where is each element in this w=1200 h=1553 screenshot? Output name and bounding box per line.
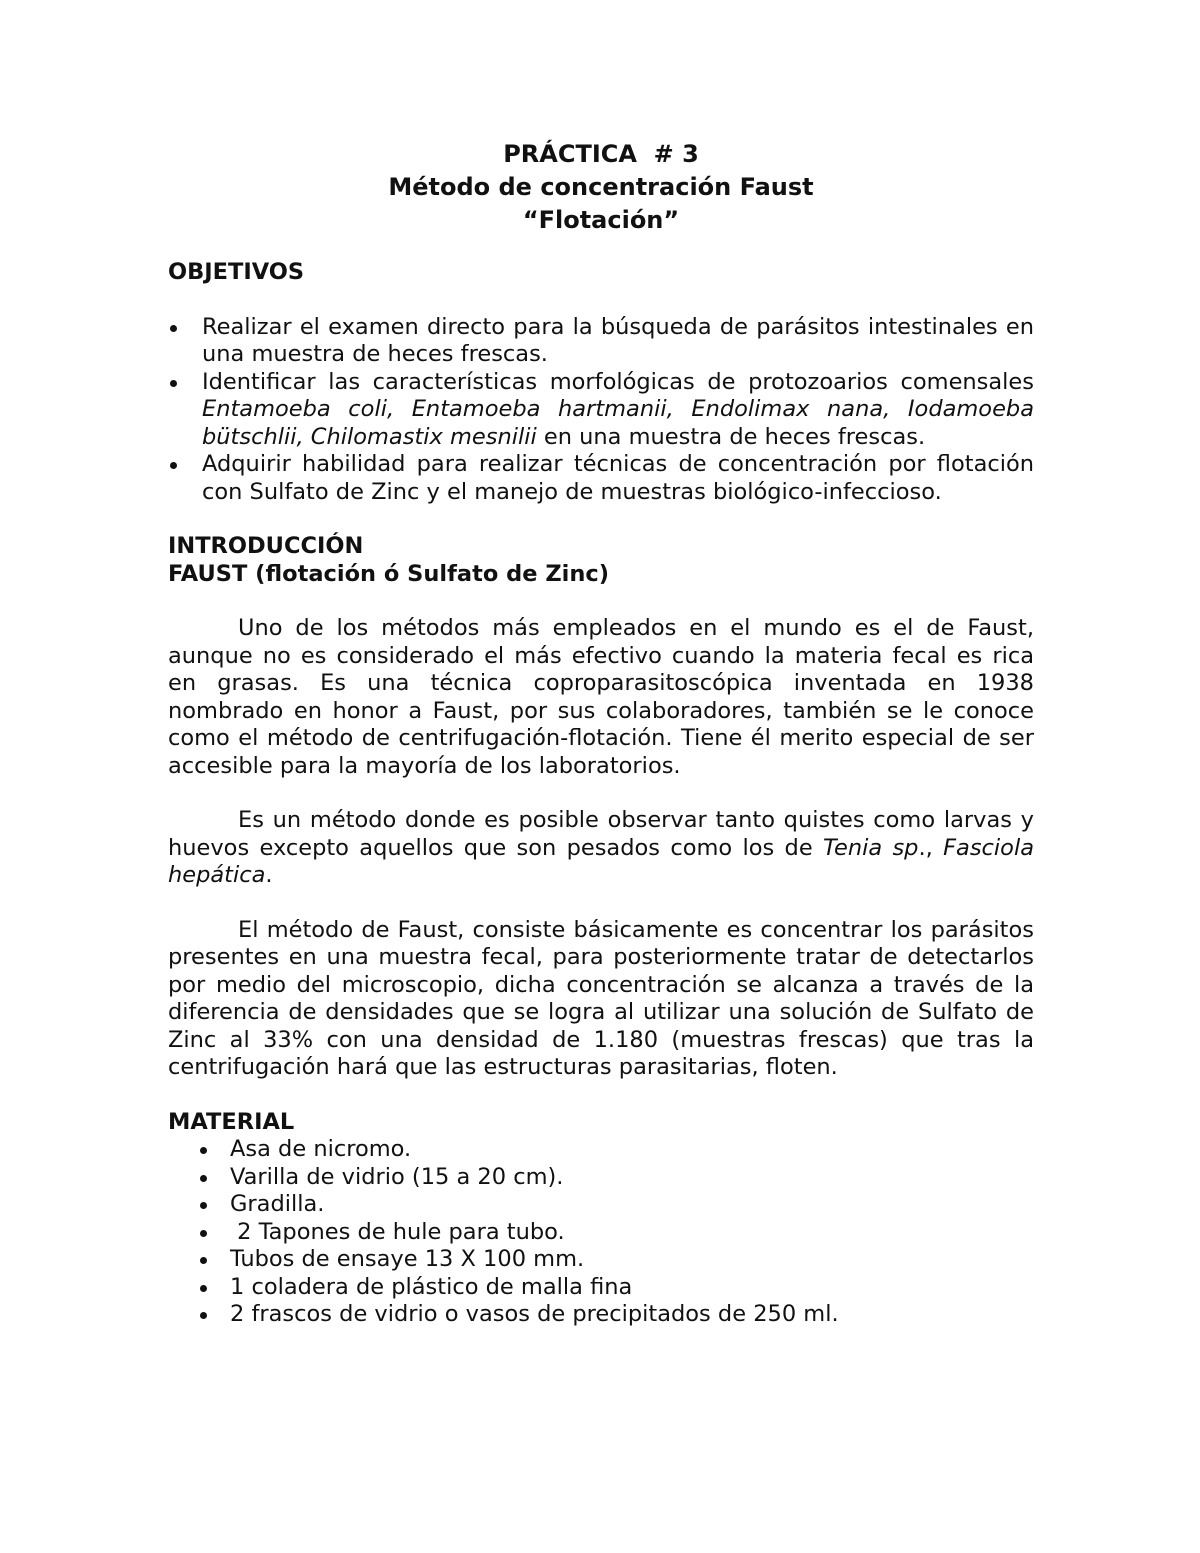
material-text: Asa de nicromo. — [230, 1136, 412, 1162]
material-heading: MATERIAL — [168, 1108, 295, 1135]
intro-paragraph-1: Uno de los métodos más empleados en el mundo es el de Faust, aunque no es considerado el más efectivo cuando la materia fecal es rica en grasas. Es una técnica coproparasitoscópica inventada en 1938 nombrado en honor a Faust, por sus colaboradores, también se le conoce como el método de centrifugación-flotación. Tiene él merito especial de ser accesible para la mayoría de los laboratorios. — [168, 615, 1034, 779]
document-page — [168, 138, 1034, 1329]
faust-subheading: FAUST (flotación ó Sulfato de Zinc) — [168, 560, 609, 587]
objective-text: Identificar las características morfológicas de protozoarios comensales — [202, 368, 1034, 395]
material-item — [168, 1219, 1034, 1247]
material-text: Tubos de ensaye 13 X 100 mm. — [230, 1246, 585, 1272]
material-item — [168, 1274, 1034, 1302]
objective-item — [168, 314, 1034, 369]
objective-text: en una muestra de heces frescas. — [536, 423, 926, 450]
material-text: Varilla de vidrio (15 a 20 cm). — [230, 1163, 564, 1190]
material-list — [168, 1136, 1034, 1329]
objective-text: Adquirir habilidad para realizar técnicas de concentración por flotación con Sulfato de Zinc y el manejo de muestras biológico-infeccioso. — [202, 451, 1034, 505]
material-text: 2 Tapones de hule para tubo. — [230, 1218, 565, 1245]
material-item — [168, 1164, 1034, 1192]
species-list: Entamoeba coli, Entamoeba hartmanii, Endolimax nana, Iodamoeba bütschlii, Chilomastix mesnilii — [202, 396, 1034, 450]
objective-item — [168, 451, 1034, 506]
material-item — [168, 1191, 1034, 1219]
method-subtitle: “Flotación” — [522, 206, 680, 234]
species-name: Tenia sp — [823, 834, 919, 861]
paragraph-text: Es un método donde es posible observar tanto quistes como larvas y huevos excepto aquellos que son pesados como los de — [168, 807, 1034, 861]
objective-item — [168, 369, 1034, 452]
material-text: Gradilla. — [230, 1191, 325, 1217]
material-item — [168, 1301, 1034, 1329]
objectives-heading: OBJETIVOS — [168, 259, 305, 285]
paragraph-text: ., — [918, 834, 944, 861]
species-name: Fasciola hepática — [168, 834, 1034, 888]
material-text: 1 coladera de plástico de malla fina — [230, 1273, 633, 1300]
introduction-heading: INTRODUCCIÓN — [168, 533, 364, 559]
intro-paragraph-3: El método de Faust, consiste básicamente es concentrar los parásitos presentes en una muestra fecal, para posteriormente tratar de detectarlos por medio del microscopio, dicha concentración se alcanza a través de la diferencia de densidades que se logra al utilizar una solución de Sulfato de Zinc al 33% con una densidad de 1.180 (muestras frescas) que tras la centrifugación hará que las estructuras parasitarias, floten. — [168, 916, 1034, 1080]
material-item — [168, 1136, 1034, 1164]
objective-text: Realizar el examen directo para la búsqueda de parásitos intestinales en una muestra de heces frescas. — [202, 313, 1034, 367]
objectives-list — [168, 314, 1034, 507]
method-title: Método de concentración Faust — [388, 173, 814, 201]
title-block — [168, 138, 1034, 237]
intro-paragraph-2 — [168, 807, 1034, 890]
material-text: 2 frascos de vidrio o vasos de precipitados de 250 ml. — [230, 1301, 839, 1327]
paragraph-text: . — [265, 862, 273, 888]
practice-number: PRÁCTICA # 3 — [503, 140, 699, 168]
material-item — [168, 1246, 1034, 1274]
